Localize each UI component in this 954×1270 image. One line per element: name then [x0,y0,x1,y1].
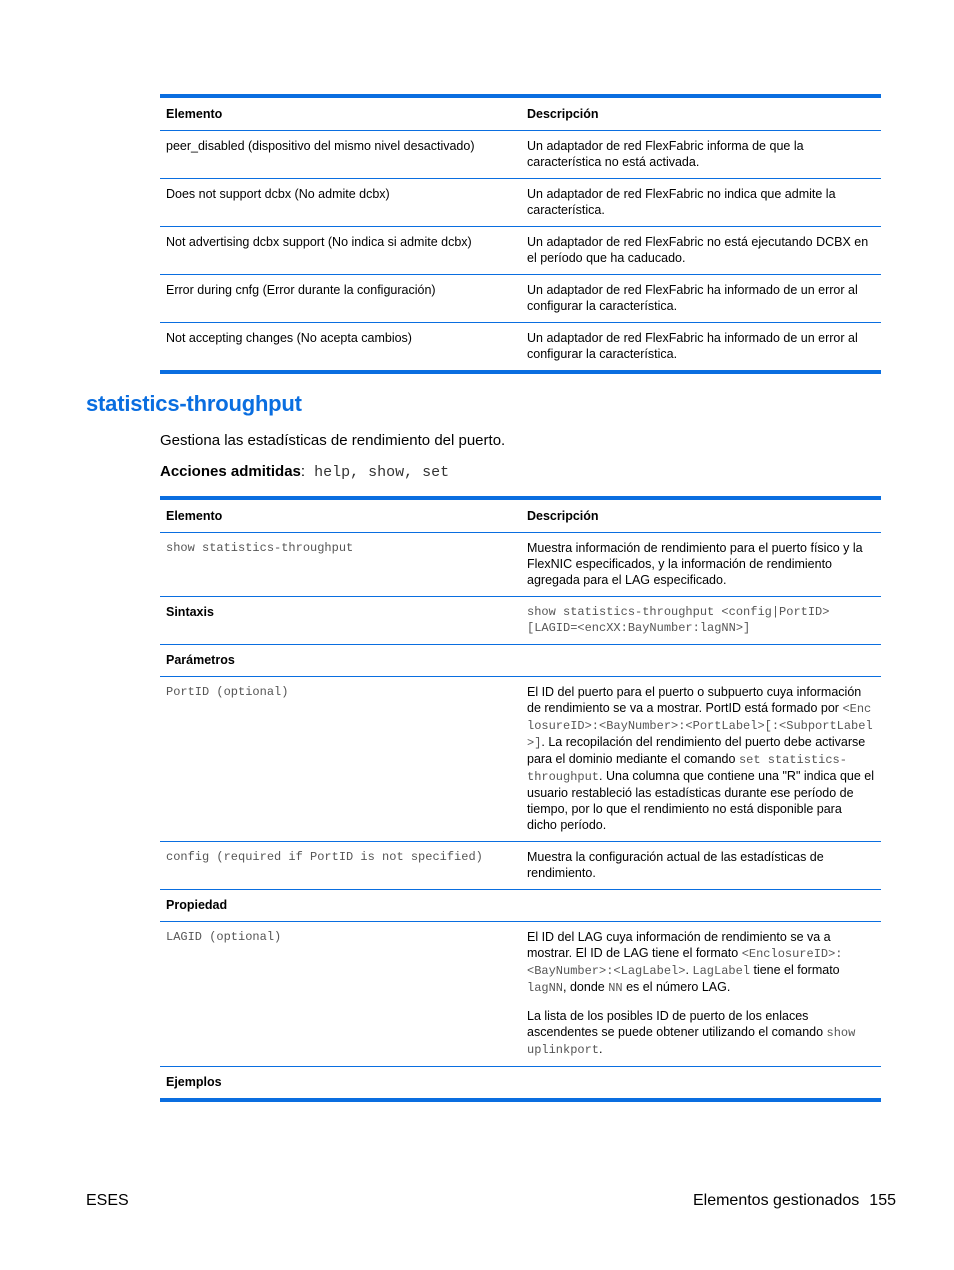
cell-description: Un adaptador de red FlexFabric ha informado de un error al configurar la característica. [527,331,858,361]
portid-text-2: . La recopilación del rendimiento del puerto debe activarse para el dominio mediante el comando [527,735,866,766]
table-row [160,131,881,179]
column-header-element: Elemento [160,498,521,533]
examples-label: Ejemplos [166,1075,222,1089]
footer-locale: ESES [86,1192,129,1209]
command-description: Muestra información de rendimiento para el puerto físico y la FlexNIC especificados, y la información de rendimiento agregada para el LAG especificado. [521,533,881,597]
lagid-p2-text-2: . [599,1042,603,1056]
lagid-text-5: es el número LAG. [622,980,731,994]
actions-label: Acciones admitidas [160,463,301,480]
footer-chapter [693,1192,896,1210]
table-header-row [160,498,881,533]
supported-actions [160,463,449,481]
cell-element: Does not support dcbx (No admite dcbx) [160,179,521,227]
actions-value: help, show, set [305,464,450,481]
cell-element: Error during cnfg (Error durante la configuración) [160,275,521,323]
empty-cell [521,1067,881,1101]
cell-description: Un adaptador de red FlexFabric no indica que admite la característica. [521,179,881,227]
column-header-description: Descripción [521,96,881,131]
table-row [160,227,881,275]
syntax-value: show statistics-throughput <config|PortID> [LAGID=<encXX:BayNumber:lagNN>] [521,597,881,645]
portid-description [521,677,881,842]
lagid-code-laglabel: LagLabel [692,964,750,978]
lagid-text-1: El ID del LAG cuya información de rendimiento se va a mostrar. El ID de LAG tiene el formato [527,930,831,960]
lagid-paragraph-1 [527,929,875,996]
lagid-description [521,922,881,1067]
page-number: 155 [869,1192,896,1209]
property-label: Propiedad [160,890,521,922]
table-row-property-heading [160,890,881,922]
table-row-parameters-heading [160,645,881,677]
cell-element: Not accepting changes (No acepta cambios) [166,331,412,345]
lagid-code-nn: NN [608,981,623,995]
empty-cell [521,890,881,922]
cell-description: Un adaptador de red FlexFabric no está ejecutando DCBX en el período que ha caducado. [521,227,881,275]
column-header-element: Elemento [160,96,521,131]
empty-cell [521,645,881,677]
table-row-syntax [160,597,881,645]
lagid-code-format: <EnclosureID>:<BayNumber>:<LagLabel> [527,947,843,978]
table-row-examples-heading [160,1067,881,1101]
status-table [160,94,881,374]
command-table [160,496,881,1102]
section-title: statistics-throughput [86,391,302,416]
column-header-description: Descripción [521,498,881,533]
section-intro: Gestiona las estadísticas de rendimiento del puerto. [160,432,506,449]
actions-separator: : [300,463,306,480]
config-description: Muestra la configuración actual de las estadísticas de rendimiento. [521,842,881,890]
lagid-p2-text-1: La lista de los posibles ID de puerto de los enlaces ascendentes se puede obtener utilizando el comando [527,1009,827,1039]
table-row-command [160,533,881,597]
table-header-row [160,96,881,131]
command-name: show statistics-throughput [160,533,521,597]
portid-text-3: . Una columna que contiene una "R" indica que el usuario restableció las estadísticas durante ese período de tiempo, por lo que el rendimiento no está disponible para dicho período. [527,769,875,832]
lagid-label: LAGID (optional) [160,922,521,1067]
table-row-config [160,842,881,890]
parameters-label: Parámetros [160,645,521,677]
config-label: config (required if PortID is not specified) [160,842,521,890]
portid-text-1: El ID del puerto para el puerto o subpuerto cuya información de rendimiento se va a mostrar. PortID está formado por [527,685,862,715]
table-row-portid [160,677,881,842]
portid-code-format: <EnclosureID>:<BayNumber>:<PortLabel>[:<SubportLabel>] [527,702,873,750]
lagid-p2-code: show uplinkport [527,1026,856,1057]
lagid-text-4: , donde [563,980,609,994]
syntax-label: Sintaxis [160,597,521,645]
footer-chapter-title: Elementos gestionados [692,1192,860,1209]
cell-element: peer_disabled (dispositivo del mismo nivel desactivado) [160,131,521,179]
lagid-code-lagnn: lagNN [527,981,564,995]
cell-element: Not advertising dcbx support (No indica si admite dcbx) [160,227,521,275]
lagid-text-2: . [685,963,693,977]
lagid-paragraph-2 [527,1008,875,1058]
table-row-lagid [160,922,881,1067]
lagid-text-3: tiene el formato [750,963,840,977]
portid-code-command: set statistics-throughput [527,753,847,784]
table-row [160,323,881,373]
table-row [160,275,881,323]
cell-description: Un adaptador de red FlexFabric informa de que la característica no está activada. [521,131,881,179]
portid-label: PortID (optional) [160,677,521,842]
table-row [160,179,881,227]
cell-description: Un adaptador de red FlexFabric ha informado de un error al configurar la característica. [521,275,881,323]
